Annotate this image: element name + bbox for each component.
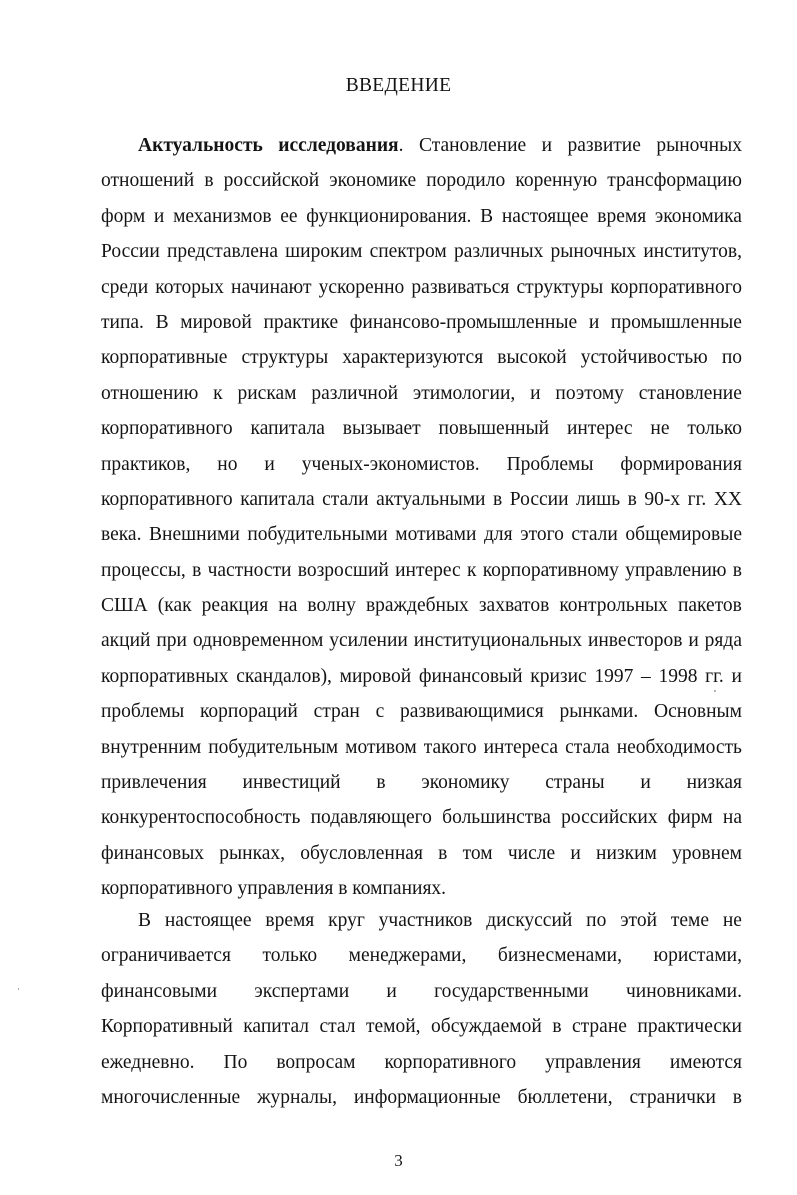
word: капитал (243, 1016, 310, 1038)
word: частности (207, 559, 292, 581)
word: устойчивостью (580, 347, 708, 369)
word: и (530, 382, 541, 404)
word: пакетов (677, 595, 742, 617)
word: ускоренно (318, 276, 405, 298)
word: такого (423, 736, 477, 758)
paragraph-line (101, 517, 742, 552)
paragraph-line (101, 623, 742, 658)
word: корпоративного (384, 1051, 517, 1073)
word: российских (561, 807, 658, 829)
word: усилении (329, 630, 408, 652)
page-number: 3 (394, 1151, 403, 1170)
paragraph-line (101, 903, 742, 938)
word: ученых-экономистов. (301, 453, 480, 475)
word: реакция (201, 595, 269, 617)
paragraph-line (101, 128, 742, 163)
paragraph-discussion (101, 903, 742, 1115)
word: привлечения (101, 772, 207, 794)
word: побудительными (247, 524, 388, 546)
scan-speck (714, 690, 716, 692)
word: институциональных (413, 630, 583, 652)
word: фирм (667, 807, 713, 829)
word: 90-х (644, 488, 681, 510)
word: капитала (250, 418, 325, 440)
paragraph-line (101, 659, 742, 694)
word: возросший (297, 559, 389, 581)
word: ряда (704, 630, 742, 652)
word: проблемы (101, 701, 185, 723)
word: в (552, 1016, 562, 1038)
word: мировой (339, 665, 412, 687)
paragraph-line: корпоративного управления в компаниях. (101, 878, 447, 900)
word: участников (378, 910, 473, 931)
word: и (588, 311, 600, 333)
word: и (153, 205, 165, 227)
word: отношению (101, 382, 199, 404)
word: в (732, 559, 742, 581)
word: характеризуются (342, 347, 484, 369)
word: бизнесменами, (497, 945, 622, 967)
word: этой (620, 910, 658, 931)
word: время (265, 910, 315, 931)
word: ограничивается (101, 945, 231, 967)
word: необходимость (616, 736, 742, 758)
word: В (155, 311, 169, 333)
word: практиков, (101, 453, 191, 475)
word: стали (322, 488, 369, 510)
word: корпоративному (482, 559, 619, 581)
word: мировой (180, 311, 252, 333)
word: По (223, 1051, 248, 1073)
word: чиновниками. (626, 980, 742, 1002)
word: 1997 (594, 665, 634, 687)
word: интерес (566, 418, 633, 440)
word: стране (572, 1016, 627, 1038)
word: 1998 (658, 665, 698, 687)
word: только (687, 418, 742, 440)
word: корпораций (199, 701, 298, 723)
word: спектром (369, 241, 447, 263)
word: мотивами (395, 524, 477, 546)
word: экономике (329, 170, 417, 192)
word: низкая (686, 772, 742, 794)
word: этого (520, 524, 564, 546)
word: дискуссий (486, 910, 573, 931)
word: форм (101, 205, 146, 227)
word: рынками. (559, 701, 639, 723)
paragraph-line (101, 1045, 742, 1080)
word: трансформацию (607, 170, 742, 192)
word: на (278, 595, 298, 617)
word: уровнем (672, 842, 742, 864)
word: породило (426, 170, 506, 192)
paragraph-line (101, 340, 742, 375)
word: практически (637, 1016, 742, 1038)
paragraph-line (101, 800, 742, 835)
word: стала (565, 736, 610, 758)
word: различной (311, 382, 399, 404)
word: управлению (625, 559, 727, 581)
word: российской (223, 170, 320, 192)
word: волну (307, 595, 356, 617)
word: поэтому (555, 382, 624, 404)
paragraph-line (101, 1009, 742, 1044)
word: корпоративного (101, 418, 233, 440)
word: лишь (576, 488, 621, 510)
word: конкурентоспособность (101, 807, 301, 829)
word: подавляющего (310, 807, 432, 829)
word: корпоративного (101, 488, 233, 510)
word: темой, (365, 1016, 421, 1038)
word: инвестиций (242, 772, 341, 794)
word: высокой (497, 347, 567, 369)
word: финансовых (101, 842, 205, 864)
word: при (156, 630, 187, 652)
word: России (509, 488, 569, 510)
word: – (641, 665, 651, 687)
word: Проблемы (506, 453, 594, 475)
word: ежедневно. (101, 1051, 195, 1073)
paragraph-line (101, 163, 742, 198)
word: корпоративных (101, 665, 229, 687)
paragraph-line (101, 447, 742, 482)
word: побудительным (208, 736, 339, 758)
paragraph-line (101, 199, 742, 234)
word: Внешними (149, 524, 240, 546)
word: Корпоративный (101, 1016, 233, 1038)
word: представлена (166, 241, 278, 263)
word: для (484, 524, 513, 546)
word: управления (545, 1051, 641, 1073)
word: финансовыми (101, 980, 218, 1002)
word: капитала (240, 488, 315, 510)
word: рынках, (219, 842, 286, 864)
word: в (627, 488, 637, 510)
word: числе (507, 842, 556, 864)
word: стал (319, 1016, 356, 1038)
word: инвесторов (587, 630, 683, 652)
word: экспертами (254, 980, 350, 1002)
word: в (376, 772, 386, 794)
word: низким (596, 842, 657, 864)
word: развиваться (411, 276, 510, 298)
word: корпоративного (610, 276, 742, 298)
word: только (262, 945, 318, 967)
word: в (493, 488, 503, 510)
word: структуры (241, 347, 329, 369)
scan-speck (18, 988, 19, 990)
paragraph-line (101, 836, 742, 871)
page-title: ВВЕДЕНИЕ (345, 75, 452, 96)
paragraph-relevance (101, 128, 742, 907)
word: интереса (483, 736, 559, 758)
word: общемировые (625, 524, 742, 546)
word: становление (638, 382, 742, 404)
word: экономика (654, 205, 742, 227)
word: и (688, 630, 699, 652)
paragraph-line (101, 765, 742, 800)
word: настоящее (164, 910, 252, 931)
word: В (480, 205, 494, 227)
word: имеются (669, 1051, 742, 1073)
word: Основным (653, 701, 742, 723)
word: информационные (353, 1086, 501, 1108)
word: государственными (434, 980, 589, 1002)
word: и (264, 453, 275, 475)
word: ее (280, 205, 298, 227)
word: актуальными (376, 488, 486, 510)
word: не (722, 910, 742, 931)
word: гг. (705, 665, 724, 687)
word: Становление (418, 135, 527, 156)
word: большинства (442, 807, 551, 829)
word: интерес (395, 559, 461, 581)
word: по (586, 910, 607, 931)
word: одновременном (192, 630, 324, 652)
word: враждебных (365, 595, 469, 617)
word: XX (713, 488, 742, 510)
word: формирования (620, 453, 742, 475)
word: гг. (687, 488, 707, 510)
word: и (640, 772, 651, 794)
word: и (570, 842, 581, 864)
word: обусловленная (300, 842, 423, 864)
paragraph-line (101, 305, 742, 340)
word: обсуждаемой (431, 1016, 542, 1038)
word: в (732, 1086, 742, 1108)
word: процессы, (101, 559, 186, 581)
paragraph-line (101, 938, 742, 973)
punctuation: . (398, 135, 404, 156)
word: бюллетени, (517, 1086, 613, 1108)
word: и (386, 980, 397, 1002)
word: контрольных (559, 595, 668, 617)
word: России (101, 241, 160, 263)
word: захватов (478, 595, 550, 617)
word: различных (453, 241, 544, 263)
word: многочисленные (101, 1086, 241, 1108)
word: развивающимися (399, 701, 544, 723)
word: акций (101, 630, 151, 652)
word: рыночных (656, 135, 742, 156)
word: к (213, 382, 223, 404)
word: которых (155, 276, 224, 298)
paragraph-line (101, 1080, 742, 1115)
word: широким (285, 241, 363, 263)
word: рискам (237, 382, 297, 404)
word: в (438, 842, 448, 864)
word: круг (328, 910, 365, 931)
paragraph-line (101, 588, 742, 623)
paragraph-line (101, 694, 742, 729)
word: по (721, 347, 742, 369)
word: менеджерами, (348, 945, 467, 967)
word: институтов, (643, 241, 742, 263)
word: финансово-промышленные (349, 311, 578, 333)
word: рыночных (550, 241, 637, 263)
word: начинают (231, 276, 312, 298)
word: экономику (421, 772, 510, 794)
word: том (462, 842, 493, 864)
word: корпоративные (101, 347, 228, 369)
word: типа. (101, 311, 144, 333)
paragraph-line (101, 376, 742, 411)
word: структуры (516, 276, 604, 298)
word: но (217, 453, 238, 475)
word: вопросам (276, 1051, 356, 1073)
word: и (731, 665, 742, 687)
bold-word: Актуальность (138, 135, 263, 156)
word: повышенный (438, 418, 550, 440)
word: США (101, 595, 148, 617)
word: (как (157, 595, 192, 617)
paragraph-line (101, 270, 742, 305)
word: юристами, (653, 945, 742, 967)
word: века. (101, 524, 142, 546)
word: промышленные (610, 311, 742, 333)
word: финансовый (418, 665, 523, 687)
paragraph-line (101, 974, 742, 1009)
word: функционирования. (306, 205, 472, 227)
word: на (722, 807, 742, 829)
word: в (192, 559, 202, 581)
word: с (375, 701, 385, 723)
word: теме (670, 910, 710, 931)
word: кризис (530, 665, 587, 687)
word: время (597, 205, 647, 227)
word: журналы, (257, 1086, 338, 1108)
word: страны (545, 772, 605, 794)
word: отношений (101, 170, 195, 192)
paragraph-line (101, 234, 742, 269)
word: этимологии, (412, 382, 516, 404)
word: коренную (515, 170, 598, 192)
word: странички (629, 1086, 716, 1108)
word: среди (101, 276, 149, 298)
paragraph-line (101, 730, 742, 765)
word: стран (313, 701, 360, 723)
word: стали (571, 524, 618, 546)
word: в (204, 170, 214, 192)
word: настоящее (501, 205, 589, 227)
word: не (650, 418, 670, 440)
word: практике (263, 311, 339, 333)
word: скандалов), (236, 665, 332, 687)
bold-word: исследования. (278, 135, 404, 156)
word: В (138, 910, 152, 931)
paragraph-line (101, 553, 742, 588)
word: внутренним (101, 736, 202, 758)
word: и (541, 135, 553, 156)
paragraph-line (101, 411, 742, 446)
word: мотивом (345, 736, 417, 758)
word: развитие (567, 135, 641, 156)
word: к (466, 559, 477, 581)
word: механизмов (173, 205, 272, 227)
paragraph-line (101, 482, 742, 517)
word: вызывает (342, 418, 421, 440)
